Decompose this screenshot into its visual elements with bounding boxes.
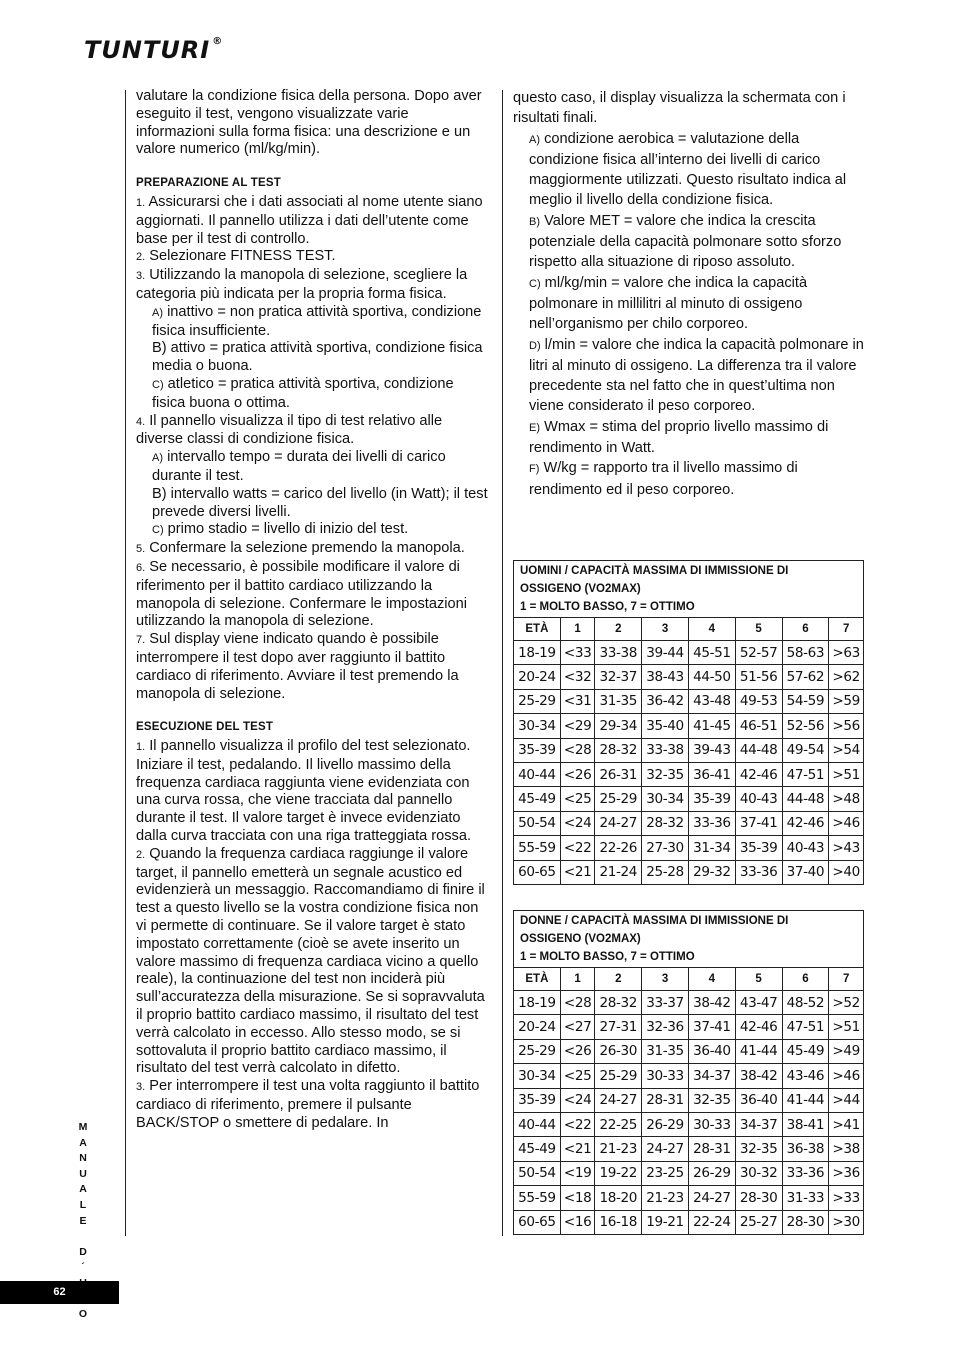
table-cell: >40	[829, 860, 864, 884]
table-cell: 23-25	[642, 1161, 689, 1185]
step-3c: C) atletico = pratica attività sportiva, condizione fisica buona o ottima.	[152, 375, 454, 411]
table-cell: >49	[829, 1039, 864, 1063]
table-row	[514, 860, 864, 884]
table-cell: 60-65	[514, 860, 561, 884]
table-cell: 32-37	[595, 665, 642, 689]
table-cell: 30-34	[514, 1064, 561, 1088]
table-cell: <27	[560, 1015, 595, 1039]
table-cell: 44-48	[782, 787, 829, 811]
table-cell: 31-33	[782, 1186, 829, 1210]
table-cell: >43	[829, 836, 864, 860]
table-cell: 19-21	[642, 1210, 689, 1234]
step-6: 6. Se necessario, è possibile modificare il valore di riferimento per il battito cardiaco utilizzando la manopola di selezione. Confermare le impostazioni utilizzando la manopola di selezione.	[136, 558, 467, 630]
table-cell: 31-35	[642, 1039, 689, 1063]
step-4c: C) primo stadio = livello di inizio del test.	[152, 521, 409, 538]
table-cell: >46	[829, 811, 864, 835]
section-title-execution: ESECUZIONE DEL TEST	[136, 721, 274, 734]
table-cell: 22-25	[595, 1112, 642, 1136]
table-cell: 54-59	[782, 689, 829, 713]
table-cell: 25-28	[642, 860, 689, 884]
table-cell: 24-27	[642, 1137, 689, 1161]
table-cell: >62	[829, 665, 864, 689]
table-cell: 21-23	[642, 1186, 689, 1210]
table-cell: 38-43	[642, 665, 689, 689]
step-4: 4. Il pannello visualizza il tipo di test relativo alle diverse classi di condizione fisica.	[136, 412, 443, 448]
table-cell: <29	[560, 714, 595, 738]
table-cell: <26	[560, 1039, 595, 1063]
table-cell: <25	[560, 1064, 595, 1088]
table-cell: >38	[829, 1137, 864, 1161]
table-cell: 21-24	[595, 860, 642, 884]
table-cell: 48-52	[782, 991, 829, 1015]
table-cell: 36-42	[642, 689, 689, 713]
table-header-cell: 7	[829, 618, 864, 641]
step-3b: B) attivo = pratica attività sportiva, condizione fisica media o buona.	[152, 340, 483, 375]
table-cell: <28	[560, 738, 595, 762]
step-7: 7. Sul display viene indicato quando è possibile interrompere il test dopo aver raggiunto il battito cardiaco di riferimento. Avviare il test premendo la manopola di selezione.	[136, 631, 459, 702]
table-cell: <26	[560, 762, 595, 786]
table-cell: 36-41	[688, 762, 735, 786]
table-cell: 26-29	[642, 1112, 689, 1136]
table-cell: 25-29	[595, 1064, 642, 1088]
table-cell: 29-34	[595, 714, 642, 738]
side-label-char: M	[78, 1121, 88, 1133]
table-row	[514, 1015, 864, 1039]
table-cell: 49-54	[782, 738, 829, 762]
table-header-row	[514, 968, 864, 991]
result-a: A) condizione aerobica = valutazione della condizione fisica all’interno dei livelli di carico maggiormente utilizzati. Questo risultato indica al meglio il livello della condizione fisica.	[529, 130, 847, 209]
table-cell: 27-31	[595, 1015, 642, 1039]
table-cell: 30-34	[642, 787, 689, 811]
table-cell: 25-29	[595, 787, 642, 811]
table-cell: 50-54	[514, 1161, 561, 1185]
table-cell: <33	[560, 641, 595, 665]
table-cell: 29-32	[688, 860, 735, 884]
table-cell: <25	[560, 787, 595, 811]
table-cell: 33-36	[735, 860, 782, 884]
women-vo2max-table	[513, 910, 864, 1235]
table-cell: 33-37	[642, 991, 689, 1015]
table-row	[514, 1137, 864, 1161]
table-cell: >30	[829, 1210, 864, 1234]
table-header-cell: 6	[782, 618, 829, 641]
table-cell: 26-31	[595, 762, 642, 786]
table-cell: 40-44	[514, 1112, 561, 1136]
table-cell: 40-43	[735, 787, 782, 811]
step-1: 1. Assicurarsi che i dati associati al nome utente siano aggiornati. Il pannello utilizza i dati dell’utente come base per il test di controllo.	[136, 193, 483, 247]
table-cell: 24-27	[595, 811, 642, 835]
table-cell: 25-29	[514, 1039, 561, 1063]
table-cell: 28-32	[642, 811, 689, 835]
table-cell: 22-24	[688, 1210, 735, 1234]
table-cell: 30-32	[735, 1161, 782, 1185]
middle-column-rule	[502, 90, 503, 1236]
side-label-char: E	[79, 1214, 87, 1227]
table-cell: 26-29	[688, 1161, 735, 1185]
table-row	[514, 665, 864, 689]
table-cell: <28	[560, 991, 595, 1015]
table-cell: 18-19	[514, 641, 561, 665]
table-cell: 32-35	[735, 1137, 782, 1161]
table-row	[514, 641, 864, 665]
table-header-cell: 7	[829, 968, 864, 991]
table-cell: 42-46	[735, 1015, 782, 1039]
table-cell: 35-39	[514, 738, 561, 762]
table-cell: <22	[560, 836, 595, 860]
result-d: D) l/min = valore che indica la capacità polmonare in litri al minuto di ossigeno. La differenza tra il valore precedente sta nel fatto che in quest’ultima non viene considerato il peso corporeo.	[529, 336, 864, 415]
table-row	[514, 738, 864, 762]
table-cell: 58-63	[782, 641, 829, 665]
table-cell: 19-22	[595, 1161, 642, 1185]
side-label-char: D	[79, 1245, 87, 1258]
table-cell: >33	[829, 1186, 864, 1210]
table-row	[514, 689, 864, 713]
table-cell: 30-33	[642, 1064, 689, 1088]
table-row	[514, 836, 864, 860]
table-header-cell: 1	[560, 968, 595, 991]
table-cell: 57-62	[782, 665, 829, 689]
table-cell: <31	[560, 689, 595, 713]
table-cell: 37-41	[735, 811, 782, 835]
table-cell: 44-48	[735, 738, 782, 762]
table-cell: 32-35	[688, 1088, 735, 1112]
table-header-row	[514, 618, 864, 641]
step-4a: A) intervallo tempo = durata dei livelli di carico durante il test.	[152, 449, 446, 484]
table-cell: 43-48	[688, 689, 735, 713]
table-cell: 41-45	[688, 714, 735, 738]
table-header-cell: 5	[735, 968, 782, 991]
table-cell: 28-30	[735, 1186, 782, 1210]
table-cell: >52	[829, 991, 864, 1015]
table-cell: 45-49	[782, 1039, 829, 1063]
side-label-char: ´	[81, 1261, 85, 1274]
table-cell: >56	[829, 714, 864, 738]
table-row	[514, 714, 864, 738]
table-cell: 28-31	[688, 1137, 735, 1161]
result-b: B) Valore MET = valore che indica la crescita potenziale della capacità polmonare sotto sforzo rispetto alla situazione di riposo assoluto.	[529, 212, 842, 271]
table-cell: 22-26	[595, 836, 642, 860]
table-cell: 31-34	[688, 836, 735, 860]
table-cell: 42-46	[782, 811, 829, 835]
table-row	[514, 1161, 864, 1185]
table-row	[514, 1039, 864, 1063]
table-cell: 35-40	[642, 714, 689, 738]
table-cell: <32	[560, 665, 595, 689]
table-cell: 39-44	[642, 641, 689, 665]
step-3: 3. Utilizzando la manopola di selezione, scegliere la categoria più indicata per la propria forma fisica.	[136, 267, 468, 302]
table-cell: 55-59	[514, 1186, 561, 1210]
side-label-char: A	[79, 1183, 87, 1196]
exec-step-2: 2. Quando la frequenza cardiaca raggiunge il valore target, il pannello emetterà un segnale acustico ed evidenzierà un messaggio. Raccomandiamo di finire il test a questo livello se la vostra condizione fisica non vi permette di continuare. Se il valore target è stato impostato correttamente (cioè se avete inserito un valore massimo di frequenza cardiaca vicino a quello reale), la continuazione del test non inciderà più sull’accuratezza della misurazione. Se si sopravvaluta il proprio battito cardiaco massimo, il risultato del test verrà calcolato in eccesso. Allo stesso modo, se si sottovaluta il proprio battito cardiaco massimo, il risultato del test verrà calcolato in difetto.	[136, 845, 485, 1077]
table-cell: 20-24	[514, 665, 561, 689]
table-header-cell: 2	[595, 618, 642, 641]
table-cell: <18	[560, 1186, 595, 1210]
step-3a: A) inattivo = non pratica attività sportiva, condizione fisica insufficiente.	[152, 303, 482, 339]
table-header-cell: ETÀ	[514, 618, 561, 641]
table-cell: >36	[829, 1161, 864, 1185]
table-cell: 43-46	[782, 1064, 829, 1088]
intro-paragraph: valutare la condizione fisica della persona. Dopo aver eseguito il test, vengono visualizzate varie informazioni sulla forma fisica: una descrizione e un valore numerico (ml/kg/min).	[136, 88, 482, 158]
left-column	[136, 88, 488, 1133]
side-label-char: N	[79, 1152, 87, 1165]
table-cell: 45-51	[688, 641, 735, 665]
table-cell: 50-54	[514, 811, 561, 835]
table-title-row	[514, 561, 864, 618]
side-label-char	[76, 1229, 90, 1245]
table-cell: 55-59	[514, 836, 561, 860]
table-header-cell: 4	[688, 968, 735, 991]
table-cell: 26-30	[595, 1039, 642, 1063]
right-column	[513, 88, 865, 500]
table-cell: 41-44	[735, 1039, 782, 1063]
table-cell: 28-30	[782, 1210, 829, 1234]
table-cell: 36-38	[782, 1137, 829, 1161]
table-cell: 25-27	[735, 1210, 782, 1234]
table-cell: >54	[829, 738, 864, 762]
table-cell: >44	[829, 1088, 864, 1112]
table-cell: 25-29	[514, 689, 561, 713]
table-row	[514, 1210, 864, 1234]
table-cell: >51	[829, 1015, 864, 1039]
table-cell: 37-40	[782, 860, 829, 884]
table-cell: 35-39	[514, 1088, 561, 1112]
table-row	[514, 1186, 864, 1210]
table-cell: 36-40	[735, 1088, 782, 1112]
table-header-cell: 3	[642, 618, 689, 641]
table-header-cell: 2	[595, 968, 642, 991]
table-cell: 36-40	[688, 1039, 735, 1063]
table-cell: 16-18	[595, 1210, 642, 1234]
table-cell: 39-43	[688, 738, 735, 762]
left-column-rule	[125, 90, 126, 1236]
exec-step-3: 3. Per interrompere il test una volta raggiunto il battito cardiaco di riferimento, premere il pulsante BACK/STOP o smettere di pedalare. In	[136, 1078, 480, 1131]
table-header-cell: ETÀ	[514, 968, 561, 991]
table-cell: 49-53	[735, 689, 782, 713]
page-number: 62	[0, 1281, 119, 1304]
table-cell: <24	[560, 811, 595, 835]
tunturi-logo: TUNTURI ®	[84, 36, 224, 64]
table-row	[514, 811, 864, 835]
table-row	[514, 1064, 864, 1088]
table-cell: 40-44	[514, 762, 561, 786]
table-cell: 28-32	[595, 738, 642, 762]
table-header-cell: 1	[560, 618, 595, 641]
table-cell: 38-41	[782, 1112, 829, 1136]
table-cell: 33-38	[642, 738, 689, 762]
step-4b: B) intervallo watts = carico del livello (in Watt); il test prevede diversi livelli.	[152, 485, 488, 520]
table-cell: 45-49	[514, 787, 561, 811]
table-cell: 47-51	[782, 762, 829, 786]
table-cell: <22	[560, 1112, 595, 1136]
table-cell: 44-50	[688, 665, 735, 689]
table-cell: 38-42	[688, 991, 735, 1015]
table-cell: >63	[829, 641, 864, 665]
table-cell: 33-36	[782, 1161, 829, 1185]
side-label-char: U	[79, 1167, 87, 1180]
table-cell: 43-47	[735, 991, 782, 1015]
table-cell: 47-51	[782, 1015, 829, 1039]
table-cell: 51-56	[735, 665, 782, 689]
table-cell: >51	[829, 762, 864, 786]
table-cell: 28-32	[595, 991, 642, 1015]
side-label-char: O	[78, 1308, 88, 1321]
section-title-preparation: PREPARAZIONE AL TEST	[136, 177, 281, 190]
table-cell: <24	[560, 1088, 595, 1112]
table-row	[514, 1088, 864, 1112]
table-cell: 38-42	[735, 1064, 782, 1088]
table-cell: 32-35	[642, 762, 689, 786]
table-cell: 35-39	[735, 836, 782, 860]
table-row	[514, 787, 864, 811]
table-title-row	[514, 911, 864, 968]
table-cell: <21	[560, 1137, 595, 1161]
table-cell: 27-30	[642, 836, 689, 860]
table-header-cell: 5	[735, 618, 782, 641]
table-cell: 34-37	[688, 1064, 735, 1088]
exec-step-1: 1. Il pannello visualizza il profilo del test selezionato. Iniziare il test, pedalando. Il livello massimo della frequenza cardiaca raggiunta viene evidenziata con una curva rossa, che viene tracciata dal pannello durante il test. Il valore target è invece evidenziato dalla curva tracciata con una riga tratteggiata rossa.	[136, 738, 472, 845]
table-cell: <16	[560, 1210, 595, 1234]
table-cell: <19	[560, 1161, 595, 1185]
table-cell: 35-39	[688, 787, 735, 811]
table-cell: 33-38	[595, 641, 642, 665]
table-cell: 33-36	[688, 811, 735, 835]
table-cell: >59	[829, 689, 864, 713]
result-c: C) ml/kg/min = valore che indica la capacità polmonare in millilitri al minuto di ossigeno nell’organismo per chilo corporeo.	[529, 274, 808, 333]
table-cell: >46	[829, 1064, 864, 1088]
table-cell: 32-36	[642, 1015, 689, 1039]
side-label-char: L	[79, 1198, 87, 1211]
step-5: 5. Confermare la selezione premendo la manopola.	[136, 540, 465, 557]
result-e: E) Wmax = stima del proprio livello massimo di rendimento in Watt.	[529, 418, 829, 457]
table-cell: 46-51	[735, 714, 782, 738]
table-cell: 34-37	[735, 1112, 782, 1136]
table-cell: 41-44	[782, 1088, 829, 1112]
table-cell: 45-49	[514, 1137, 561, 1161]
table-cell: >48	[829, 787, 864, 811]
table-cell: 30-33	[688, 1112, 735, 1136]
table-cell: 42-46	[735, 762, 782, 786]
table-cell: 31-35	[595, 689, 642, 713]
table-row	[514, 762, 864, 786]
table-title: UOMINI / CAPACITÀ MASSIMA DI IMMISSIONE DI OSSIGENO (VO2MAX) 1 = MOLTO BASSO, 7 = OTTIMO	[514, 561, 864, 618]
men-vo2max-table	[513, 560, 864, 885]
result-f: F) W/kg = rapporto tra il livello massimo di rendimento ed il peso corporeo.	[529, 460, 798, 498]
table-title: DONNE / CAPACITÀ MASSIMA DI IMMISSIONE DI OSSIGENO (VO2MAX) 1 = MOLTO BASSO, 7 = OTTIMO	[514, 911, 864, 968]
table-cell: 52-56	[782, 714, 829, 738]
table-row	[514, 1112, 864, 1136]
table-cell: 20-24	[514, 1015, 561, 1039]
step-2: 2. Selezionare FITNESS TEST.	[136, 248, 336, 265]
table-cell: 40-43	[782, 836, 829, 860]
table-cell: >41	[829, 1112, 864, 1136]
table-cell: 37-41	[688, 1015, 735, 1039]
side-label-char: A	[79, 1136, 87, 1149]
table-header-cell: 4	[688, 618, 735, 641]
table-cell: <21	[560, 860, 595, 884]
table-header-cell: 3	[642, 968, 689, 991]
table-cell: 30-34	[514, 714, 561, 738]
table-cell: 21-23	[595, 1137, 642, 1161]
table-cell: 18-20	[595, 1186, 642, 1210]
table-row	[514, 991, 864, 1015]
table-cell: 28-31	[642, 1088, 689, 1112]
table-cell: 60-65	[514, 1210, 561, 1234]
table-cell: 24-27	[595, 1088, 642, 1112]
table-header-cell: 6	[782, 968, 829, 991]
table-cell: 52-57	[735, 641, 782, 665]
table-cell: 18-19	[514, 991, 561, 1015]
continuation-paragraph: questo caso, il display visualizza la schermata con i risultati finali.	[513, 90, 846, 127]
table-cell: 24-27	[688, 1186, 735, 1210]
